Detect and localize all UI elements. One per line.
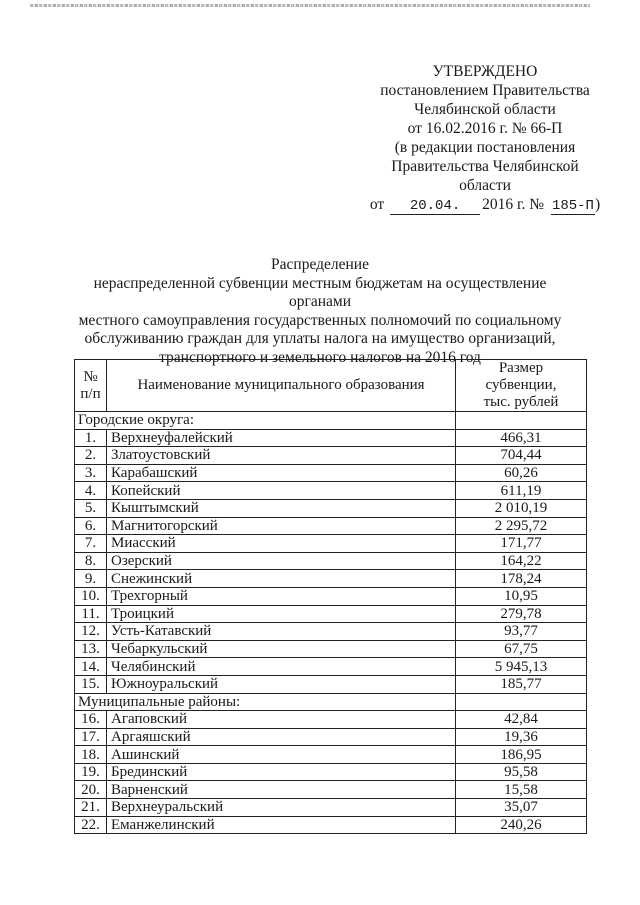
row-name: Южноуральский [107,675,456,693]
row-name: Снежинский [107,570,456,588]
table-body [75,412,587,834]
row-value: 178,24 [456,570,587,588]
title-line: транспортного и земельного налогов на 2016 год [159,348,481,366]
table-row [75,464,587,482]
row-value: 185,77 [456,675,587,693]
approval-heading: УТВЕРЖДЕНО [432,63,538,80]
closing-paren: ) [594,196,601,213]
row-value: 279,78 [456,605,587,623]
row-value: 95,58 [456,763,587,781]
row-number: 17. [75,728,107,746]
section-value-empty [456,412,587,430]
table-row [75,816,587,834]
approval-line: (в редакции постановления [394,139,576,156]
row-number: 22. [75,816,107,834]
section-label: Городские округа: [75,412,456,430]
header-name: Наименование муниципального образования [107,360,456,412]
table-row [75,763,587,781]
row-value: 704,44 [456,447,587,465]
row-name: Верхнеуральский [107,799,456,817]
section-label: Муниципальные районы: [75,693,456,711]
row-name: Озерский [107,552,456,570]
row-name: Брединский [107,763,456,781]
row-value: 10,95 [456,587,587,605]
table-row [75,447,587,465]
row-value: 93,77 [456,623,587,641]
row-number: 7. [75,535,107,553]
title-line: обслуживанию граждан для уплаты налога на имущество организаций, [84,330,556,347]
approval-stamp [340,62,630,215]
row-name: Верхнеуфалейский [107,429,456,447]
scan-artifact [30,4,590,7]
table-row [75,552,587,570]
table-row [75,781,587,799]
table-row [75,587,587,605]
table-row [75,570,587,588]
row-value: 35,07 [456,799,587,817]
row-number: 15. [75,675,107,693]
row-name: Трехгорный [107,587,456,605]
row-name: Еманжелинский [107,816,456,834]
table-row [75,640,587,658]
row-number: 6. [75,517,107,535]
row-name: Кыштымский [107,499,456,517]
table-row [75,658,587,676]
title-heading: Распределение [271,256,369,273]
row-name: Ашинский [107,746,456,764]
table-row [75,728,587,746]
document-title [70,256,570,367]
row-value: 2 295,72 [456,517,587,535]
header-num: № п/п [75,360,107,412]
row-number: 19. [75,763,107,781]
approval-line: Челябинской области [414,101,556,118]
table-row [75,711,587,729]
row-value: 186,95 [456,746,587,764]
row-number: 14. [75,658,107,676]
table-row [75,623,587,641]
row-number: 13. [75,640,107,658]
row-name: Миасский [107,535,456,553]
row-number: 12. [75,623,107,641]
row-number: 5. [75,499,107,517]
row-number: 18. [75,746,107,764]
table-header-row [75,360,587,412]
row-name: Карабашский [107,464,456,482]
approval-line: Правительства Челябинской [391,158,579,175]
row-value: 19,36 [456,728,587,746]
row-number: 10. [75,587,107,605]
section-row [75,412,587,430]
table-row [75,429,587,447]
row-number: 4. [75,482,107,500]
row-number: 11. [75,605,107,623]
approval-line: от 16.02.2016 г. № 66-П [407,120,563,137]
row-value: 15,58 [456,781,587,799]
title-line: местного самоуправления государственных полномочий по социальному [78,311,562,329]
row-value: 60,26 [456,464,587,482]
row-name: Варненский [107,781,456,799]
row-number: 9. [75,570,107,588]
title-line: нераспределенной субвенции местным бюджетам на осуществление органами [93,274,547,310]
header-value: Размер субвенции, тыс. рублей [456,360,587,412]
table-row [75,535,587,553]
table-row [75,675,587,693]
row-name: Магнитогорский [107,517,456,535]
row-number: 8. [75,552,107,570]
row-name: Чебаркульский [107,640,456,658]
row-number: 20. [75,781,107,799]
amendment-number-field: 185-П [551,198,594,214]
row-number: 3. [75,464,107,482]
row-number: 2. [75,447,107,465]
row-number: 21. [75,799,107,817]
section-row [75,693,587,711]
row-name: Златоустовский [107,447,456,465]
row-number: 1. [75,429,107,447]
table-row [75,482,587,500]
table-row [75,499,587,517]
row-name: Троицкий [107,605,456,623]
row-value: 67,75 [456,640,587,658]
table-row [75,605,587,623]
section-value-empty [456,693,587,711]
row-value: 5 945,13 [456,658,587,676]
row-value: 611,19 [456,482,587,500]
subvention-table [74,359,587,834]
approval-line: области [459,177,511,194]
table-row [75,517,587,535]
row-name: Челябинский [107,658,456,676]
row-value: 164,22 [456,552,587,570]
table-row [75,746,587,764]
row-number: 16. [75,711,107,729]
row-value: 42,84 [456,711,587,729]
row-value: 2 010,19 [456,499,587,517]
row-value: 240,26 [456,816,587,834]
approval-line: постановлением Правительства [380,82,590,99]
row-value: 171,77 [456,535,587,553]
row-name: Копейский [107,482,456,500]
row-name: Агаповский [107,711,456,729]
date-prefix: от [369,196,385,213]
table-row [75,799,587,817]
row-value: 466,31 [456,429,587,447]
row-name: Усть-Катавский [107,623,456,641]
row-name: Аргаяшский [107,728,456,746]
amendment-date-line [340,195,630,215]
amendment-date-field: 20.04. [390,199,480,215]
year-text: 2016 г. № [482,196,545,213]
